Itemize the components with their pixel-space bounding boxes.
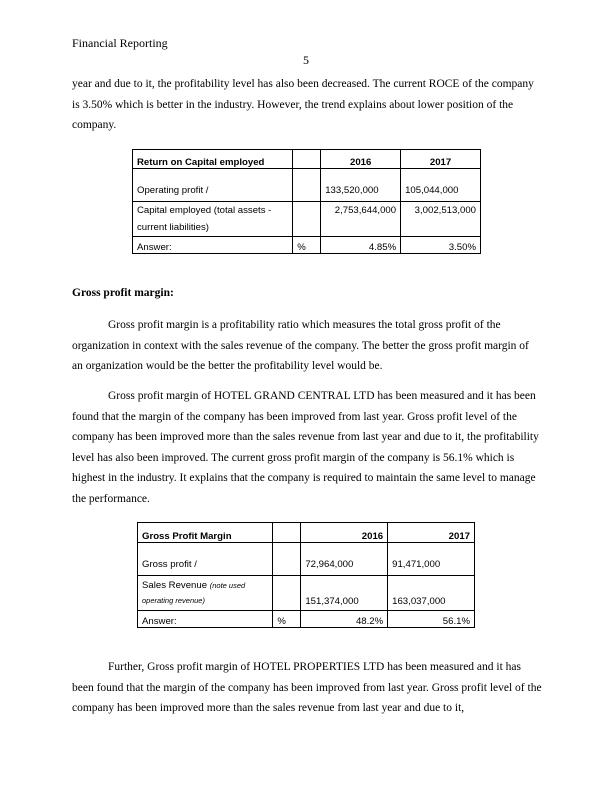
paragraph-gpm-hotel-properties: Further, Gross profit margin of HOTEL PROPERTIES LTD has been measured and it has been found that the margin of the company has been improved from last year. Gross profit level of the company has been improved more than the sales revenue from last year and due to it, — [72, 661, 542, 715]
roce-col-2017: 2017 — [401, 150, 481, 169]
gpm-col-2016: 2016 — [301, 523, 388, 543]
section-heading-gross-profit-margin: Gross profit margin: — [72, 287, 174, 299]
gpm-col-2017: 2017 — [388, 523, 475, 543]
roce-title: Return on Capital employed — [133, 150, 293, 169]
roce-col-2016: 2016 — [321, 150, 401, 169]
running-header: Financial Reporting — [72, 36, 168, 50]
roce-operating-profit-2016: 133,520,000 — [321, 169, 401, 202]
gpm-answer-unit: % — [273, 611, 301, 628]
gpm-sales-revenue-2017: 163,037,000 — [388, 576, 475, 611]
paragraph-roce-summary: year and due to it, the profitability level has also been decreased. The current ROCE of the company is 3.50% which is better in the industry. However, the trend explains about lower position of the company. — [72, 78, 534, 132]
roce-answer-label: Answer: — [133, 237, 293, 254]
roce-answer-unit: % — [293, 237, 321, 254]
roce-table — [132, 149, 481, 254]
paragraph-gpm-definition: Gross profit margin is a profitability ratio which measures the total gross profit of the organization in context with the sales revenue of the company. The better the gross profit margin of an organization would be the better the profitability level would be. — [72, 319, 529, 373]
gpm-gross-profit-label: Gross profit / — [138, 543, 273, 576]
gpm-gross-profit-2017: 91,471,000 — [388, 543, 475, 576]
page-number: 5 — [303, 53, 309, 67]
gpm-table — [137, 522, 475, 628]
gpm-answer-label: Answer: — [138, 611, 273, 628]
roce-answer-2016: 4.85% — [321, 237, 401, 254]
roce-capital-employed-2016: 2,753,644,000 — [321, 202, 401, 237]
roce-capital-employed-2017: 3,002,513,000 — [401, 202, 481, 237]
gpm-answer-2016: 48.2% — [301, 611, 388, 628]
gpm-sales-revenue-note: (note used operating revenue) — [142, 581, 246, 605]
roce-operating-profit-label: Operating profit / — [133, 169, 293, 202]
gpm-answer-2017: 56.1% — [388, 611, 475, 628]
gpm-title: Gross Profit Margin — [138, 523, 273, 543]
gpm-sales-revenue-label: Sales Revenue — [142, 580, 208, 591]
gpm-sales-revenue-2016: 151,374,000 — [301, 576, 388, 611]
roce-capital-employed-label: Capital employed (total assets - current liabilities) — [133, 202, 293, 237]
roce-operating-profit-2017: 105,044,000 — [401, 169, 481, 202]
gpm-gross-profit-2016: 72,964,000 — [301, 543, 388, 576]
paragraph-gpm-grand-central: Gross profit margin of HOTEL GRAND CENTRAL LTD has been measured and it has been found that the margin of the company has been improved from last year. Gross profit level of the company has been improved more than the sales revenue from last year and due to it, the profitability level has also been improved. The current gross profit margin of the company is 56.1% which is highest in the industry. It explains that the company is required to maintain the same level to manage the performance. — [72, 390, 539, 505]
gpm-sales-revenue-cell — [138, 576, 273, 611]
roce-answer-2017: 3.50% — [401, 237, 481, 254]
